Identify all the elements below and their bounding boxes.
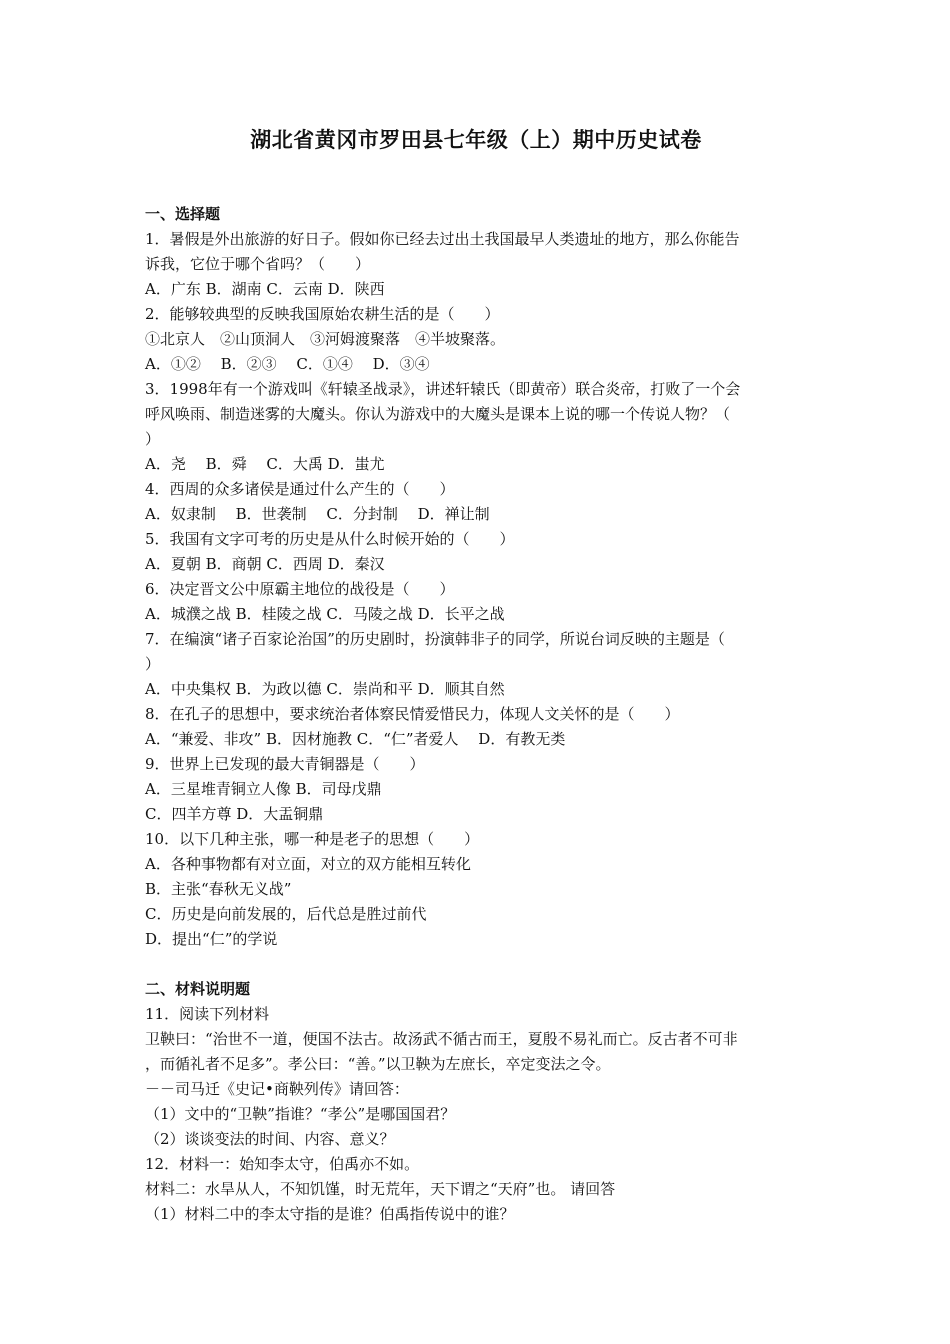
section-heading: 一、选择题	[145, 205, 221, 223]
text-line: A．各种事物都有对立面，对立的双方能相互转化	[145, 855, 471, 873]
text-line: －－司马迁《史记•商鞅列传》请回答：	[145, 1080, 409, 1098]
text-line: 11．阅读下列材料	[145, 1005, 270, 1023]
text-line: A．三星堆青铜立人像 B．司母戊鼎	[145, 780, 382, 798]
text-line: 3．1998年有一个游戏叫《轩辕圣战录》，讲述轩辕氏（即黄帝）联合炎帝，打败了一个会	[145, 380, 741, 398]
text-line: 2．能够较典型的反映我国原始农耕生活的是（ ）	[145, 305, 500, 323]
section-material	[145, 977, 807, 1227]
text-line: ）	[145, 655, 161, 673]
text-line: 8．在孔子的思想中，要求统治者体察民情爱惜民力，体现人文关怀的是（ ）	[145, 705, 680, 723]
text-line: ①北京人 ②山顶洞人 ③河姆渡聚落 ④半坡聚落。	[145, 330, 506, 348]
text-line: A．尧 B．舜 C．大禹 D．蚩尤	[145, 455, 385, 473]
text-line: 7．在编演“诸子百家论治国”的历史剧时，扮演韩非子的同学，所说台词反映的主题是（	[145, 630, 725, 648]
text-line: 5．我国有文字可考的历史是从什么时候开始的（ ）	[145, 530, 515, 548]
text-line: （1）材料二中的李太守指的是谁？伯禹指传说中的谁？	[145, 1205, 515, 1223]
text-line: 9．世界上已发现的最大青铜器是（ ）	[145, 755, 425, 773]
exam-page	[145, 120, 807, 1227]
section-heading: 二、材料说明题	[145, 980, 251, 998]
text-line: A．“兼爱、非攻” B．因材施教 C．“仁”者爱人 D．有教无类	[145, 730, 566, 748]
section-choice	[145, 202, 807, 952]
text-line: A．中央集权 B．为政以德 C．崇尚和平 D．顺其自然	[145, 680, 505, 698]
text-line: A．城濮之战 B．桂陵之战 C．马陵之战 D．长平之战	[145, 605, 505, 623]
text-line: D．提出“仁”的学说	[145, 930, 278, 948]
text-line: C．四羊方尊 D．大盂铜鼎	[145, 805, 324, 823]
page-title: 湖北省黄冈市罗田县七年级（上）期中历史试卷	[250, 127, 702, 152]
text-line: 4．西周的众多诸侯是通过什么产生的（ ）	[145, 480, 455, 498]
text-line: （2）谈谈变法的时间、内容、意义？	[145, 1130, 395, 1148]
text-line: B．主张“春秋无义战”	[145, 880, 292, 898]
text-line: ）	[145, 430, 161, 448]
text-line: 10．以下几种主张，哪一种是老子的思想（ ）	[145, 830, 480, 848]
text-line: 呼风唤雨、制造迷雾的大魔头。你认为游戏中的大魔头是课本上说的哪一个传说人物？（	[145, 405, 731, 423]
text-line: A．奴隶制 B．世袭制 C．分封制 D．禅让制	[145, 505, 490, 523]
text-line: （1）文中的“卫鞅”指谁？“孝公”是哪国国君？	[145, 1105, 456, 1123]
text-line: A．广东 B．湖南 C．云南 D．陕西	[145, 280, 385, 298]
text-line: C．历史是向前发展的，后代总是胜过前代	[145, 905, 427, 923]
text-line: 1．暑假是外出旅游的好日子。假如你已经去过出土我国最早人类遗址的地方，那么你能告	[145, 230, 740, 248]
text-line: 卫鞅曰：“治世不一道，便国不法古。故汤武不循古而王，夏殷不易礼而亡。反古者不可非	[145, 1030, 738, 1048]
text-line: 材料二：水旱从人，不知饥馑，时无荒年，天下谓之“天府”也。 请回答	[145, 1180, 616, 1198]
text-line: 诉我，它位于哪个省吗？（ ）	[145, 255, 371, 273]
text-line: 6．决定晋文公中原霸主地位的战役是（ ）	[145, 580, 455, 598]
text-line: A．①② B．②③ C．①④ D．③④	[145, 355, 430, 373]
text-line: 12．材料一：始知李太守，伯禹亦不如。	[145, 1155, 420, 1173]
text-line: A．夏朝 B．商朝 C．西周 D．秦汉	[145, 555, 385, 573]
text-line: ，而循礼者不足多”。孝公曰：“善。”以卫鞅为左庶长，卒定变法之令。	[145, 1055, 611, 1073]
section-gap	[145, 952, 807, 977]
